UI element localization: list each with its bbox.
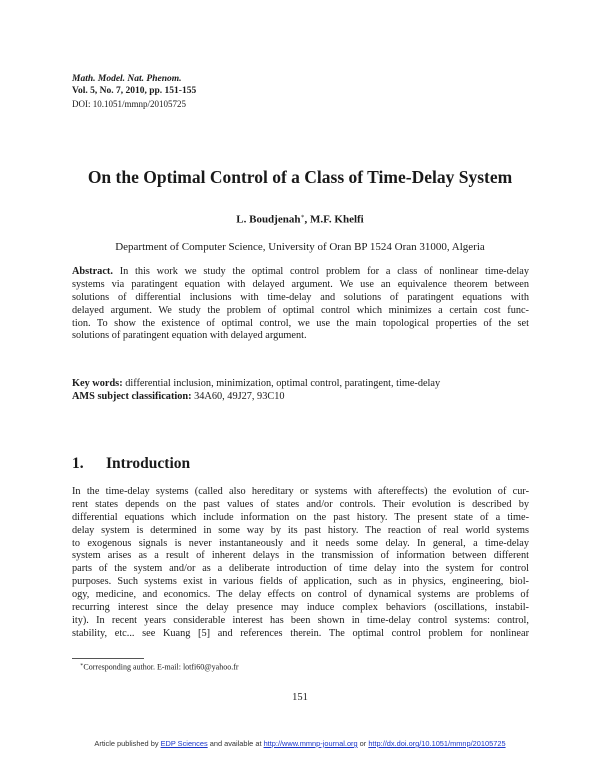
keywords (72, 377, 440, 390)
section-number: 1. (72, 455, 84, 472)
volume-info: Vol. 5, No. 7, 2010, pp. 151-155 (72, 86, 197, 96)
author-khelfi: , M.F. Khelfi (304, 213, 364, 226)
keywords-label: Key words: (72, 378, 123, 389)
author-list (0, 210, 600, 227)
ams-label: AMS subject classification: (72, 391, 192, 402)
intro-line: ity). In recent years considerable interest has been shown in time-delay control systems: control, (72, 614, 529, 626)
intro-line: to exogenous signals is never instantaneously and it needs some delay. In general, a time-delay (72, 537, 529, 549)
intro-line: stability, etc... see Kuang [5] and references therein. The optimal control problem for nonlinear (72, 627, 529, 639)
intro-line: delay system is determined in some way by its past history. The reaction of real world systems (72, 524, 529, 536)
intro-line: In the time-delay systems (called also hereditary or systems with aftereffects) the evolution of cur- (72, 486, 529, 497)
ams-codes: 34A60, 49J27, 93C10 (194, 391, 285, 402)
journal-site-link[interactable]: http://www.mmnp-journal.org (263, 739, 358, 748)
footnote (80, 661, 239, 673)
abstract-line: systems via paratingent equation with delayed argument. We use an equivalence theorem between (72, 278, 529, 290)
section-heading (72, 454, 190, 474)
introduction-paragraph (72, 486, 529, 641)
intro-line: recurring interest since the delay presence may induce complex behaviors (oscillations, instabil- (72, 602, 529, 614)
abstract-line: delayed argument. We study the problem of optimal control which minimizes a certain cost func- (72, 304, 529, 316)
author-boudjenah: L. Boudjenah (236, 213, 301, 226)
page-number: 151 (292, 692, 308, 703)
intro-line: differential equations which include information on the past history. The present state of a time- (72, 511, 529, 523)
doi-link[interactable]: http://dx.doi.org/10.1051/mmnp/20105725 (368, 739, 506, 748)
ams-classification (72, 390, 285, 403)
affiliation: Department of Computer Science, University of Oran BP 1524 Oran 31000, Algeria (115, 241, 485, 253)
journal-name: Math. Model. Nat. Phenom. (72, 74, 182, 84)
abstract-line: solutions of differential inclusions with time-delay and solutions of paratingent equations with (72, 291, 529, 303)
intro-line: system arises as a result of inherent delays in the transmission of information between different (72, 550, 529, 562)
abstract-line: solutions of paratingent equation with delayed argument. (72, 330, 307, 342)
abstract (72, 266, 529, 343)
abstract-line: Abstract. In this work we study the optimal control problem for a class of nonlinear time-delay (72, 266, 529, 277)
intro-line: parts of the system and/or as a deliberate introduction of time delay into the system for control (72, 563, 529, 575)
paper-title: On the Optimal Control of a Class of Time-Delay System (87, 167, 513, 187)
footnote-text: Corresponding author. E-mail: lotfi60@yahoo.fr (83, 662, 239, 672)
intro-line: ogy, medicine, and economics. The delay effects on control of dynamical systems are problems of (72, 589, 529, 601)
doi-header: DOI: 10.1051/mmnp/20105725 (72, 99, 186, 109)
abstract-label: Abstract. (72, 266, 113, 277)
publisher-line: Article published by EDP Sciences and available at http://www.mmnp-journal.org or http://dx.doi.org/10.1051/mmnp/20105725 (94, 739, 506, 748)
corresponding-author-mark: ∗ (300, 214, 305, 220)
footnote-rule (72, 658, 144, 659)
edp-sciences-link[interactable]: EDP Sciences (160, 739, 208, 748)
intro-line: rent states depends on the past values of states and/or controls. Their evolution is described by (72, 498, 529, 510)
section-title: Introduction (106, 455, 191, 472)
footnote-mark: ∗ (80, 663, 84, 668)
keywords-text: differential inclusion, minimization, optimal control, paratingent, time-delay (125, 378, 441, 389)
intro-line: purposes. Such systems exist in various fields of application, such as in physics, engineering, biol- (72, 576, 529, 588)
abstract-line: tion. To show the existence of optimal control, we use the main topological properties of the set (72, 317, 529, 329)
